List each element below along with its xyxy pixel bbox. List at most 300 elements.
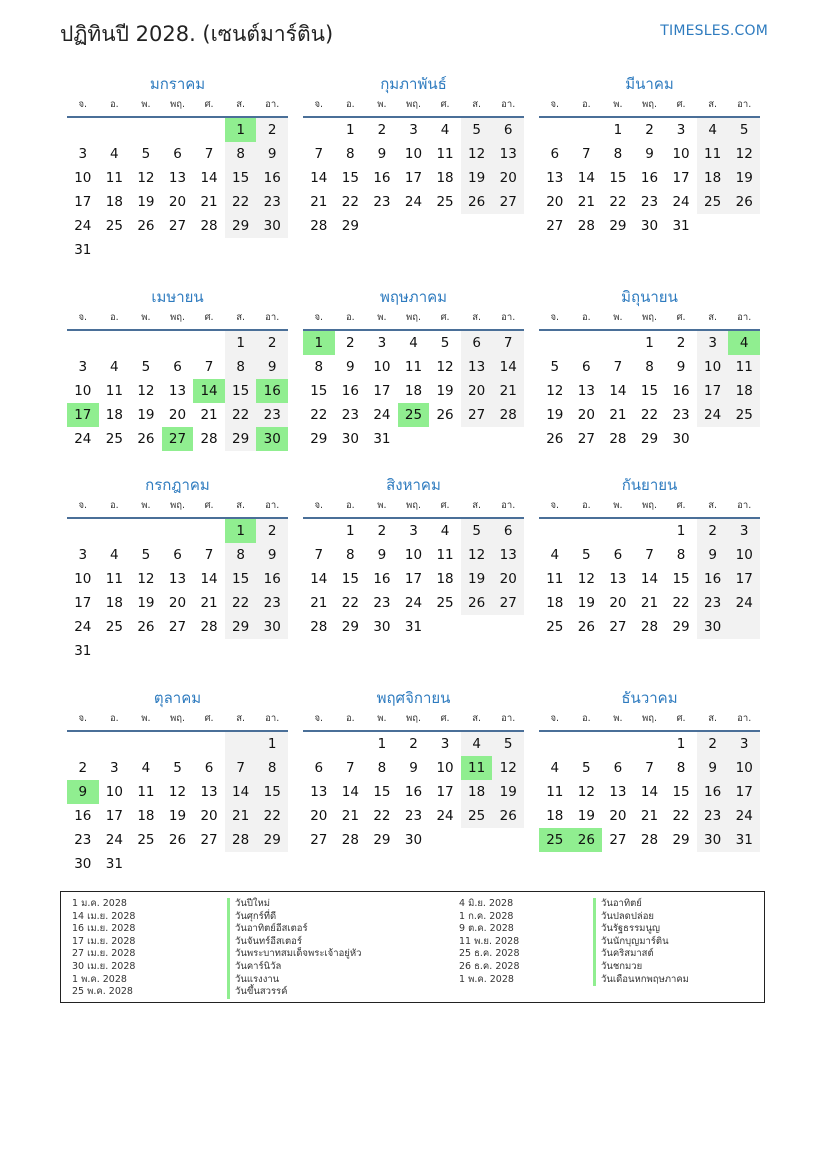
day-cell: 9 bbox=[676, 359, 686, 375]
day-cell: 20 bbox=[609, 808, 627, 824]
day-cell: 15 bbox=[341, 170, 359, 186]
weekday-label: อ. bbox=[109, 713, 119, 724]
day-cell: 27 bbox=[168, 218, 187, 234]
day-cell: 6 bbox=[503, 122, 513, 138]
weekday-label: อา. bbox=[265, 99, 280, 110]
month-name: กันยายน bbox=[621, 476, 678, 494]
day-cell: 16 bbox=[263, 571, 281, 587]
day-cell: 28 bbox=[341, 832, 359, 848]
day-cell: 9 bbox=[409, 760, 418, 776]
day-cell: 16 bbox=[263, 170, 281, 186]
month-name: มีนาคม bbox=[625, 75, 674, 93]
day-cell: 29 bbox=[672, 832, 690, 848]
weekday-label: อา. bbox=[265, 713, 280, 724]
legend-date: 27 เม.ย. 2028 bbox=[72, 948, 136, 960]
day-cell: 27 bbox=[609, 832, 627, 848]
weekday-label: ส. bbox=[236, 713, 246, 724]
day-cell: 9 bbox=[377, 146, 387, 162]
day-cell: 19 bbox=[577, 595, 595, 611]
weekday-label: จ. bbox=[550, 713, 560, 724]
day-cell: 30 bbox=[263, 218, 281, 234]
day-cell: 3 bbox=[110, 760, 119, 776]
day-cell: 18 bbox=[704, 170, 722, 186]
day-cell: 10 bbox=[704, 359, 722, 375]
day-cell: 20 bbox=[200, 808, 218, 824]
day-cell: 28 bbox=[609, 431, 627, 447]
day-cell: 19 bbox=[577, 808, 595, 824]
day-cell: 1 bbox=[346, 122, 355, 138]
day-cell: 27 bbox=[609, 619, 627, 635]
legend-date: 1 พ.ค. 2028 bbox=[459, 973, 514, 985]
day-cell: 10 bbox=[735, 547, 753, 563]
weekday-label: ศ. bbox=[676, 713, 686, 724]
month-name: ธันวาคม bbox=[621, 689, 678, 707]
legend-holiday-name: วันคริสมาสต์ bbox=[601, 948, 654, 960]
weekday-label: พฤ. bbox=[169, 500, 185, 511]
holiday-day-cell: 11 bbox=[461, 756, 493, 780]
legend-holiday-name: วันพระบาทสมเด็จพระเจ้าอยู่หัว bbox=[235, 948, 362, 960]
weekday-label: อา. bbox=[501, 500, 516, 511]
day-cell: 1 bbox=[676, 523, 686, 539]
weekday-label: อา. bbox=[737, 713, 752, 724]
day-cell: 7 bbox=[204, 146, 214, 162]
day-cell: 20 bbox=[168, 407, 187, 423]
day-cell: 4 bbox=[141, 760, 151, 776]
weekday-label: ศ. bbox=[676, 99, 686, 110]
day-cell: 28 bbox=[310, 619, 328, 635]
day-cell: 5 bbox=[141, 359, 151, 375]
day-cell: 9 bbox=[645, 146, 654, 162]
day-cell: 31 bbox=[373, 431, 391, 447]
legend-holiday-name: วันปลดปล่อย bbox=[601, 910, 654, 922]
day-cell: 16 bbox=[74, 808, 92, 824]
day-cell: 9 bbox=[708, 760, 717, 776]
day-cell: 22 bbox=[640, 407, 659, 423]
holiday-day-cell: 25 bbox=[398, 403, 430, 427]
day-cell: 4 bbox=[440, 523, 450, 539]
weekday-label: อา. bbox=[501, 713, 516, 724]
day-cell: 11 bbox=[436, 547, 454, 563]
day-cell: 31 bbox=[672, 218, 690, 234]
weekday-label: จ. bbox=[550, 500, 560, 511]
day-cell: 8 bbox=[676, 547, 686, 563]
day-cell: 17 bbox=[672, 170, 690, 186]
day-cell: 12 bbox=[137, 170, 155, 186]
weekday-label: อ. bbox=[581, 713, 591, 724]
day-cell: 31 bbox=[404, 619, 423, 635]
weekday-label: พฤ. bbox=[641, 500, 657, 511]
day-cell: 21 bbox=[200, 595, 218, 611]
day-cell: 16 bbox=[341, 383, 359, 399]
day-cell: 17 bbox=[373, 383, 391, 399]
month-name: มกราคม bbox=[149, 75, 206, 93]
day-cell: 25 bbox=[436, 194, 454, 210]
day-cell: 3 bbox=[78, 547, 88, 563]
day-cell: 27 bbox=[200, 832, 218, 848]
day-cell: 29 bbox=[672, 619, 690, 635]
day-cell: 3 bbox=[377, 335, 387, 351]
day-cell: 18 bbox=[436, 170, 454, 186]
day-cell: 20 bbox=[168, 194, 187, 210]
day-cell: 11 bbox=[546, 571, 564, 587]
day-cell: 5 bbox=[503, 736, 513, 752]
day-cell: 30 bbox=[704, 619, 722, 635]
legend-date: 11 พ.ย. 2028 bbox=[459, 935, 520, 947]
day-cell: 2 bbox=[78, 760, 88, 776]
day-cell: 23 bbox=[672, 407, 690, 423]
day-cell: 15 bbox=[232, 170, 250, 186]
day-cell: 12 bbox=[468, 146, 486, 162]
day-cell: 30 bbox=[341, 431, 359, 447]
day-cell: 31 bbox=[74, 242, 92, 258]
day-cell: 18 bbox=[436, 571, 454, 587]
day-cell: 17 bbox=[404, 571, 423, 587]
holiday-day-cell: 9 bbox=[67, 780, 99, 804]
day-cell: 8 bbox=[314, 359, 324, 375]
weekday-label: พฤ. bbox=[169, 99, 185, 110]
day-cell: 24 bbox=[436, 808, 454, 824]
weekday-label: จ. bbox=[550, 312, 560, 323]
weekday-label: อ. bbox=[345, 312, 355, 323]
day-cell: 2 bbox=[409, 736, 418, 752]
day-cell: 4 bbox=[550, 760, 560, 776]
weekday-label: พฤ. bbox=[405, 312, 421, 323]
weekday-label: อา. bbox=[737, 500, 752, 511]
day-cell: 25 bbox=[704, 194, 722, 210]
day-cell: 22 bbox=[310, 407, 328, 423]
holiday-day-cell: 26 bbox=[571, 828, 603, 852]
holiday-legend bbox=[60, 891, 765, 1003]
day-cell: 22 bbox=[609, 194, 627, 210]
day-cell: 29 bbox=[310, 431, 328, 447]
legend-holiday-name: วันศุกร์ที่ดี bbox=[235, 910, 277, 922]
month-name: พฤศจิกายน bbox=[376, 689, 451, 707]
day-cell: 19 bbox=[137, 194, 155, 210]
day-cell: 16 bbox=[373, 571, 391, 587]
day-cell: 10 bbox=[404, 146, 423, 162]
day-cell: 12 bbox=[436, 359, 454, 375]
weekday-label: จ. bbox=[78, 99, 88, 110]
day-cell: 23 bbox=[263, 194, 281, 210]
day-cell: 24 bbox=[672, 194, 690, 210]
day-cell: 17 bbox=[735, 571, 753, 587]
day-cell: 13 bbox=[546, 170, 564, 186]
day-cell: 20 bbox=[310, 808, 328, 824]
day-cell: 9 bbox=[267, 146, 277, 162]
day-cell: 19 bbox=[499, 784, 517, 800]
day-cell: 22 bbox=[672, 595, 690, 611]
day-cell: 24 bbox=[373, 407, 391, 423]
day-cell: 10 bbox=[436, 760, 454, 776]
day-cell: 17 bbox=[436, 784, 454, 800]
day-cell: 8 bbox=[267, 760, 277, 776]
day-cell: 29 bbox=[263, 832, 281, 848]
day-cell: 10 bbox=[74, 383, 92, 399]
legend-holiday-name: วันปีใหม่ bbox=[235, 898, 271, 909]
day-cell: 8 bbox=[645, 359, 654, 375]
weekday-label: อ. bbox=[345, 99, 355, 110]
day-cell: 19 bbox=[137, 595, 155, 611]
day-cell: 22 bbox=[263, 808, 281, 824]
day-cell: 20 bbox=[577, 407, 595, 423]
day-cell: 22 bbox=[232, 407, 250, 423]
day-cell: 17 bbox=[74, 595, 92, 611]
day-cell: 30 bbox=[672, 431, 690, 447]
holiday-day-cell: 25 bbox=[539, 828, 571, 852]
day-cell: 24 bbox=[404, 194, 423, 210]
day-cell: 2 bbox=[708, 736, 717, 752]
day-cell: 18 bbox=[546, 595, 564, 611]
day-cell: 23 bbox=[74, 832, 92, 848]
brand-link[interactable]: TIMESLES.COM bbox=[660, 23, 768, 39]
day-cell: 13 bbox=[609, 784, 627, 800]
day-cell: 13 bbox=[168, 571, 187, 587]
day-cell: 9 bbox=[346, 359, 355, 375]
day-cell: 26 bbox=[546, 431, 564, 447]
day-cell: 23 bbox=[704, 808, 722, 824]
day-cell: 4 bbox=[472, 736, 481, 752]
day-cell: 21 bbox=[577, 194, 595, 210]
day-cell: 23 bbox=[263, 407, 281, 423]
day-cell: 28 bbox=[640, 619, 659, 635]
weekday-label: อ. bbox=[581, 500, 591, 511]
day-cell: 21 bbox=[200, 194, 218, 210]
day-cell: 14 bbox=[577, 170, 595, 186]
weekday-label: พฤ. bbox=[641, 99, 657, 110]
day-cell: 14 bbox=[640, 571, 659, 587]
day-cell: 6 bbox=[204, 760, 214, 776]
day-cell: 26 bbox=[436, 407, 454, 423]
day-cell: 28 bbox=[200, 619, 218, 635]
day-cell: 15 bbox=[310, 383, 328, 399]
day-cell: 28 bbox=[499, 407, 517, 423]
day-cell: 15 bbox=[263, 784, 281, 800]
weekday-label: พฤ. bbox=[405, 99, 421, 110]
day-cell: 6 bbox=[173, 146, 182, 162]
day-cell: 21 bbox=[609, 407, 627, 423]
day-cell: 14 bbox=[609, 383, 627, 399]
legend-date: 25 ธ.ค. 2028 bbox=[459, 948, 520, 960]
weekday-label: พ. bbox=[613, 312, 623, 323]
weekday-label: พฤ. bbox=[641, 713, 657, 724]
day-cell: 6 bbox=[314, 760, 324, 776]
day-cell: 27 bbox=[499, 194, 517, 210]
day-cell: 13 bbox=[499, 547, 517, 563]
day-cell: 17 bbox=[704, 383, 722, 399]
day-cell: 14 bbox=[499, 359, 517, 375]
weekday-label: อา. bbox=[737, 99, 752, 110]
day-cell: 29 bbox=[373, 832, 391, 848]
legend-date: 1 ม.ค. 2028 bbox=[72, 898, 127, 909]
day-cell: 3 bbox=[739, 523, 749, 539]
day-cell: 18 bbox=[468, 784, 486, 800]
day-cell: 23 bbox=[404, 808, 423, 824]
day-cell: 8 bbox=[236, 547, 245, 563]
day-cell: 11 bbox=[105, 571, 123, 587]
weekday-label: ส. bbox=[236, 99, 246, 110]
day-cell: 18 bbox=[546, 808, 564, 824]
day-cell: 6 bbox=[613, 547, 623, 563]
day-cell: 11 bbox=[404, 359, 423, 375]
legend-holiday-name: วันอาทิตย์อีสเตอร์ bbox=[235, 923, 308, 935]
weekday-label: อ. bbox=[109, 500, 119, 511]
day-cell: 18 bbox=[105, 194, 123, 210]
weekday-label: จ. bbox=[314, 500, 324, 511]
day-cell: 7 bbox=[645, 547, 654, 563]
day-cell: 19 bbox=[137, 407, 155, 423]
day-cell: 31 bbox=[74, 643, 92, 659]
day-cell: 21 bbox=[310, 194, 328, 210]
day-cell: 2 bbox=[676, 335, 686, 351]
day-cell: 16 bbox=[373, 170, 391, 186]
legend-date: 25 พ.ค. 2028 bbox=[72, 986, 133, 998]
day-cell: 5 bbox=[582, 547, 591, 563]
holiday-day-cell: 14 bbox=[193, 379, 225, 403]
weekday-label: ศ. bbox=[204, 500, 214, 511]
day-cell: 23 bbox=[640, 194, 659, 210]
day-cell: 25 bbox=[546, 619, 564, 635]
day-cell: 28 bbox=[577, 218, 595, 234]
day-cell: 18 bbox=[105, 407, 123, 423]
day-cell: 2 bbox=[267, 122, 277, 138]
holiday-day-cell: 16 bbox=[256, 379, 288, 403]
holiday-day-cell: 1 bbox=[303, 331, 335, 355]
day-cell: 4 bbox=[550, 547, 560, 563]
legend-holiday-name: วันอาทิตย์ bbox=[601, 898, 642, 909]
day-cell: 10 bbox=[105, 784, 123, 800]
day-cell: 13 bbox=[168, 170, 187, 186]
legend-holiday-name: วันคาร์นิวัล bbox=[235, 960, 282, 972]
day-cell: 24 bbox=[74, 431, 92, 447]
day-cell: 29 bbox=[609, 218, 627, 234]
day-cell: 15 bbox=[672, 784, 690, 800]
month-name: พฤษภาคม bbox=[379, 288, 448, 306]
day-cell: 8 bbox=[236, 146, 245, 162]
day-cell: 23 bbox=[373, 194, 391, 210]
day-cell: 23 bbox=[341, 407, 359, 423]
day-cell: 14 bbox=[200, 571, 218, 587]
legend-left-marker bbox=[227, 898, 230, 999]
holiday-day-cell: 4 bbox=[728, 331, 760, 355]
day-cell: 6 bbox=[582, 359, 591, 375]
day-cell: 27 bbox=[499, 595, 517, 611]
day-cell: 9 bbox=[267, 547, 277, 563]
day-cell: 22 bbox=[341, 194, 359, 210]
weekday-label: ส. bbox=[708, 99, 718, 110]
weekday-label: ส. bbox=[236, 312, 246, 323]
day-cell: 5 bbox=[472, 122, 481, 138]
day-cell: 10 bbox=[373, 359, 391, 375]
weekday-label: พฤ. bbox=[641, 312, 657, 323]
day-cell: 23 bbox=[704, 595, 722, 611]
day-cell: 1 bbox=[645, 335, 654, 351]
day-cell: 25 bbox=[105, 431, 123, 447]
day-cell: 24 bbox=[735, 595, 753, 611]
weekday-label: ส. bbox=[708, 713, 718, 724]
legend-date: 1 ก.ค. 2028 bbox=[459, 910, 514, 922]
day-cell: 21 bbox=[499, 383, 517, 399]
day-cell: 24 bbox=[704, 407, 722, 423]
legend-right-marker bbox=[593, 898, 596, 986]
day-cell: 13 bbox=[168, 383, 187, 399]
day-cell: 20 bbox=[546, 194, 564, 210]
day-cell: 30 bbox=[404, 832, 423, 848]
day-cell: 24 bbox=[74, 218, 92, 234]
day-cell: 26 bbox=[577, 619, 595, 635]
day-cell: 11 bbox=[137, 784, 155, 800]
day-cell: 5 bbox=[550, 359, 560, 375]
day-cell: 2 bbox=[708, 523, 717, 539]
day-cell: 26 bbox=[735, 194, 753, 210]
day-cell: 29 bbox=[640, 431, 659, 447]
weekday-label: ศ. bbox=[204, 312, 214, 323]
day-cell: 12 bbox=[735, 146, 753, 162]
legend-date: 1 พ.ค. 2028 bbox=[72, 973, 127, 985]
month-name: สิงหาคม bbox=[386, 476, 441, 494]
day-cell: 18 bbox=[137, 808, 155, 824]
weekday-label: อา. bbox=[737, 312, 752, 323]
day-cell: 10 bbox=[672, 146, 690, 162]
day-cell: 19 bbox=[735, 170, 753, 186]
day-cell: 30 bbox=[704, 832, 722, 848]
day-cell: 22 bbox=[341, 595, 359, 611]
legend-date: 26 ธ.ค. 2028 bbox=[459, 960, 520, 972]
weekday-label: พ. bbox=[141, 500, 151, 511]
day-cell: 1 bbox=[676, 736, 686, 752]
weekday-label: จ. bbox=[314, 713, 324, 724]
day-cell: 4 bbox=[110, 146, 119, 162]
holiday-day-cell: 30 bbox=[256, 427, 288, 451]
weekday-label: พฤ. bbox=[169, 312, 185, 323]
day-cell: 25 bbox=[105, 619, 123, 635]
day-cell: 3 bbox=[708, 335, 717, 351]
legend-holiday-name: วันชกมวย bbox=[601, 960, 643, 972]
month-name: มิถุนายน bbox=[621, 288, 678, 306]
day-cell: 11 bbox=[436, 146, 454, 162]
weekday-label: ส. bbox=[472, 713, 482, 724]
day-cell: 23 bbox=[373, 595, 391, 611]
day-cell: 1 bbox=[377, 736, 387, 752]
day-cell: 25 bbox=[105, 218, 123, 234]
day-cell: 10 bbox=[404, 547, 423, 563]
day-cell: 4 bbox=[110, 359, 119, 375]
weekday-label: อ. bbox=[581, 99, 591, 110]
day-cell: 8 bbox=[613, 146, 623, 162]
weekday-label: ส. bbox=[236, 500, 246, 511]
weekday-label: อ. bbox=[345, 713, 355, 724]
day-cell: 22 bbox=[232, 595, 250, 611]
day-cell: 21 bbox=[310, 595, 328, 611]
day-cell: 13 bbox=[310, 784, 328, 800]
holiday-day-cell: 17 bbox=[67, 403, 99, 427]
day-cell: 26 bbox=[137, 218, 155, 234]
day-cell: 7 bbox=[503, 335, 513, 351]
day-cell: 11 bbox=[735, 359, 753, 375]
legend-right-names bbox=[601, 898, 689, 986]
day-cell: 9 bbox=[267, 359, 277, 375]
legend-date: 4 มิ.ย. 2028 bbox=[459, 898, 514, 909]
day-cell: 4 bbox=[440, 122, 450, 138]
legend-date: 14 เม.ย. 2028 bbox=[72, 910, 136, 922]
day-cell: 7 bbox=[314, 547, 324, 563]
weekday-label: ส. bbox=[472, 312, 482, 323]
day-cell: 21 bbox=[200, 407, 218, 423]
day-cell: 7 bbox=[582, 146, 591, 162]
day-cell: 16 bbox=[404, 784, 423, 800]
day-cell: 12 bbox=[499, 760, 517, 776]
legend-holiday-name: วันขึ้นสวรรค์ bbox=[235, 986, 288, 998]
day-cell: 1 bbox=[346, 523, 355, 539]
